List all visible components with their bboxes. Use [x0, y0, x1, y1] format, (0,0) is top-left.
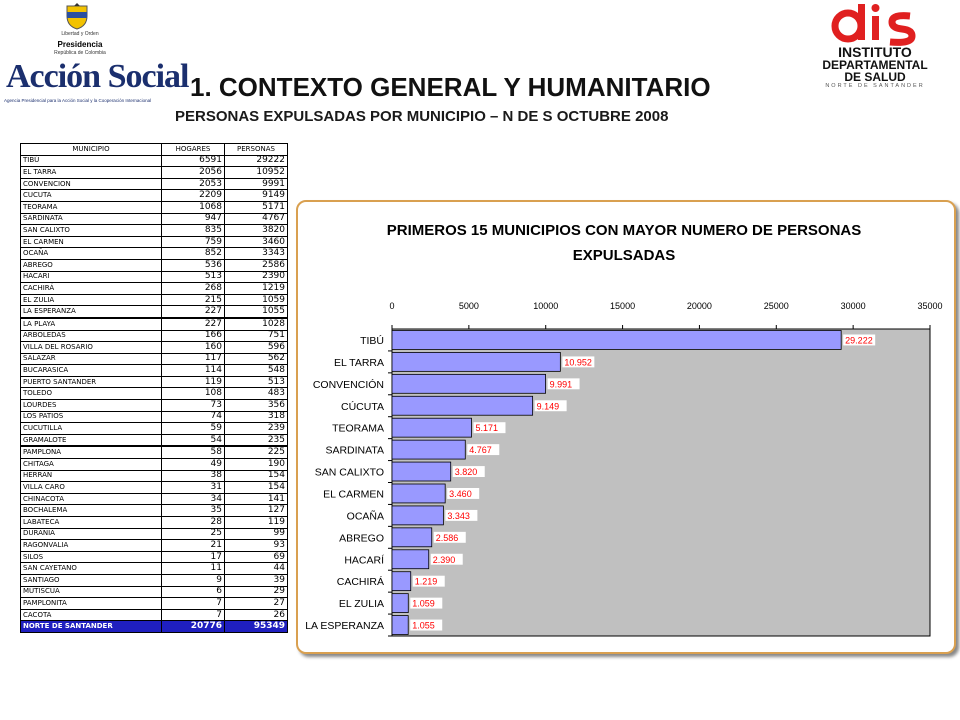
y-category-label: EL ZULIA: [338, 598, 384, 611]
data-label: 29.222: [845, 335, 873, 346]
cell-hogares: 108: [162, 388, 225, 400]
cell-personas: 95349: [225, 621, 288, 633]
table-row: [21, 482, 288, 494]
cell-hogares: 117: [162, 353, 225, 365]
cell-personas: 154: [225, 470, 288, 482]
cell-personas: 3460: [225, 236, 288, 248]
x-tick-label: 25000: [763, 301, 789, 311]
y-category-label: TIBÚ: [360, 334, 384, 347]
table-row: [21, 342, 288, 354]
cell-hogares: 54: [162, 434, 225, 446]
bar: [392, 396, 533, 415]
cell-municipio: BOCHALEMA: [21, 505, 162, 517]
cell-hogares: 759: [162, 236, 225, 248]
municipality-table: [20, 143, 288, 633]
cell-municipio: CONVENCION: [21, 178, 162, 190]
cell-hogares: 17: [162, 551, 225, 563]
y-category-label: CONVENCIÓN: [312, 378, 384, 391]
cell-hogares: 160: [162, 342, 225, 354]
cell-municipio: MUTISCUA: [21, 586, 162, 598]
y-category-label: TEORAMA: [332, 422, 384, 435]
logo-presidency: Presidencia: [57, 40, 103, 49]
cell-municipio: CACHIRÁ: [21, 283, 162, 295]
cell-personas: 1055: [225, 306, 288, 318]
cell-municipio: SANTIAGO: [21, 574, 162, 586]
cell-personas: 10952: [225, 167, 288, 179]
cell-municipio: SAN CAYETANO: [21, 563, 162, 575]
cell-municipio: RAGONVALIA: [21, 540, 162, 552]
cell-municipio: LABATECA: [21, 517, 162, 529]
cell-hogares: 7: [162, 598, 225, 610]
table-row: [21, 551, 288, 563]
x-tick-label: 20000: [686, 301, 712, 311]
cell-municipio: PAMPLONITA: [21, 598, 162, 610]
cell-hogares: 34: [162, 493, 225, 505]
accion-social-logo: [0, 0, 189, 110]
table-row: [21, 365, 288, 377]
cell-personas: 3343: [225, 248, 288, 260]
data-label: 9.991: [549, 379, 573, 390]
y-category-label: EL TARRA: [334, 356, 384, 369]
data-label: 3.460: [449, 488, 472, 499]
table-row: [21, 248, 288, 260]
bar-chart: [298, 202, 954, 652]
cell-hogares: 2056: [162, 167, 225, 179]
cell-personas: 127: [225, 505, 288, 517]
ids-emblem-icon: [830, 2, 920, 46]
cell-hogares: 58: [162, 446, 225, 458]
cell-personas: 141: [225, 493, 288, 505]
cell-personas: 4767: [225, 213, 288, 225]
bar: [392, 331, 841, 350]
cell-hogares: 35: [162, 505, 225, 517]
cell-hogares: 268: [162, 283, 225, 295]
cell-municipio: TIBÚ: [21, 155, 162, 167]
cell-hogares: 7: [162, 609, 225, 621]
cell-hogares: 215: [162, 294, 225, 306]
table-row: [21, 586, 288, 598]
cell-hogares: 6: [162, 586, 225, 598]
ids-line-2: DEPARTAMENTAL: [822, 58, 928, 72]
cell-hogares: 74: [162, 411, 225, 423]
ids-line-1: INSTITUTO: [838, 44, 912, 60]
cell-municipio: SAN CALIXTO: [21, 225, 162, 237]
cell-municipio: CHITAGA: [21, 459, 162, 471]
cell-municipio: DURANIA: [21, 528, 162, 540]
cell-personas: 9991: [225, 178, 288, 190]
logo-tagline: Agencia Presidencial para la Acción Social y la Cooperación Internacional: [4, 98, 152, 103]
cell-hogares: 2053: [162, 178, 225, 190]
data-label: 1.055: [412, 620, 435, 631]
cell-personas: 548: [225, 365, 288, 377]
table-row: [21, 201, 288, 213]
cell-hogares: 852: [162, 248, 225, 260]
data-label: 2.390: [432, 554, 456, 565]
bar: [392, 462, 451, 481]
cell-personas: 1219: [225, 283, 288, 295]
logo-brand: Acción Social: [6, 58, 189, 95]
cell-personas: 27: [225, 598, 288, 610]
cell-municipio: SILOS: [21, 551, 162, 563]
data-label: 9.149: [536, 401, 560, 412]
cell-hogares: 31: [162, 482, 225, 494]
table-total-row: [21, 621, 288, 633]
table-row: [21, 517, 288, 529]
cell-municipio: HACARI: [21, 271, 162, 283]
logo-motto: Libertad y Orden: [61, 31, 99, 37]
cell-municipio: OCAÑA: [21, 248, 162, 260]
x-tick-label: 5000: [458, 301, 479, 311]
table-row: [21, 459, 288, 471]
cell-hogares: 21: [162, 540, 225, 552]
cell-personas: 99: [225, 528, 288, 540]
y-category-label: LA ESPERANZA: [305, 620, 384, 633]
table-row: [21, 271, 288, 283]
cell-municipio: EL CARMEN: [21, 236, 162, 248]
cell-municipio: CACOTA: [21, 609, 162, 621]
cell-personas: 239: [225, 423, 288, 435]
cell-municipio: TEORAMA: [21, 201, 162, 213]
cell-municipio: VILLA CARO: [21, 482, 162, 494]
cell-hogares: 38: [162, 470, 225, 482]
table-row: [21, 178, 288, 190]
table-row: [21, 400, 288, 412]
cell-hogares: 2209: [162, 190, 225, 202]
cell-personas: 26: [225, 609, 288, 621]
coat-of-arms-icon: [64, 2, 90, 30]
cell-municipio: LOS PATIOS: [21, 411, 162, 423]
data-label: 3.343: [447, 510, 470, 521]
cell-personas: 235: [225, 434, 288, 446]
cell-personas: 1028: [225, 318, 288, 330]
cell-municipio: VILLA DEL ROSARIO: [21, 342, 162, 354]
x-tick-label: 35000: [917, 301, 943, 311]
table-row: [21, 540, 288, 552]
bar: [392, 352, 560, 371]
cell-personas: 44: [225, 563, 288, 575]
cell-municipio: PAMPLONA: [21, 446, 162, 458]
table-row: [21, 598, 288, 610]
table-row: [21, 470, 288, 482]
table-row: [21, 505, 288, 517]
data-label: 1.059: [412, 598, 435, 609]
data-label: 3.820: [454, 467, 478, 478]
cell-personas: 190: [225, 459, 288, 471]
cell-hogares: HOGARES: [162, 144, 225, 156]
cell-municipio: TOLEDO: [21, 388, 162, 400]
table-row: [21, 294, 288, 306]
table-row: [21, 423, 288, 435]
cell-personas: 119: [225, 517, 288, 529]
cell-municipio: EL ZULIA: [21, 294, 162, 306]
bar: [392, 528, 432, 547]
data-label: 10.952: [564, 357, 592, 368]
table-row: [21, 318, 288, 330]
cell-municipio: ARBOLEDAS: [21, 330, 162, 342]
x-tick-label: 0: [389, 301, 395, 311]
table-row: [21, 411, 288, 423]
cell-municipio: PUERTO SANTANDER: [21, 376, 162, 388]
cell-personas: 69: [225, 551, 288, 563]
cell-hogares: 166: [162, 330, 225, 342]
bar: [392, 550, 429, 569]
cell-hogares: 1068: [162, 201, 225, 213]
ids-line-3: DE SALUD: [844, 70, 906, 84]
cell-hogares: 9: [162, 574, 225, 586]
bar: [392, 418, 471, 437]
chart-title-line: EXPULSADAS: [572, 247, 676, 264]
cell-hogares: 536: [162, 259, 225, 271]
y-category-label: HACARÍ: [344, 554, 384, 567]
cell-hogares: 28: [162, 517, 225, 529]
cell-hogares: 73: [162, 400, 225, 412]
x-tick-label: 30000: [840, 301, 866, 311]
cell-personas: 751: [225, 330, 288, 342]
cell-hogares: 513: [162, 271, 225, 283]
table-row: [21, 225, 288, 237]
cell-municipio: CHINACOTA: [21, 493, 162, 505]
bar: [392, 572, 411, 591]
cell-municipio: LA PLAYA: [21, 318, 162, 330]
cell-municipio: GRAMALOTE: [21, 434, 162, 446]
table-row: [21, 213, 288, 225]
table-row: [21, 353, 288, 365]
cell-personas: 29222: [225, 155, 288, 167]
data-label: 2.586: [435, 532, 459, 543]
cell-municipio: ABREGO: [21, 259, 162, 271]
table-row: [21, 388, 288, 400]
table-header-row: [21, 144, 288, 156]
table-row: [21, 446, 288, 458]
table-row: [21, 236, 288, 248]
cell-municipio: NORTE DE SANTANDER: [21, 621, 162, 633]
y-category-label: SARDINATA: [325, 444, 384, 457]
ids-logo: [790, 0, 960, 100]
cell-personas: 318: [225, 411, 288, 423]
y-category-label: EL CARMEN: [323, 488, 384, 501]
cell-municipio: EL TARRA: [21, 167, 162, 179]
cell-personas: 9149: [225, 190, 288, 202]
data-label: 4.767: [469, 445, 492, 456]
cell-personas: 3820: [225, 225, 288, 237]
cell-hogares: 20776: [162, 621, 225, 633]
y-category-label: CACHIRÁ: [336, 576, 384, 589]
table-row: [21, 434, 288, 446]
logo-republic: República de Colombia: [54, 50, 106, 56]
page-subtitle: PERSONAS EXPULSADAS POR MUNICIPIO – N DE S OCTUBRE 2008: [175, 108, 669, 125]
table-row: [21, 493, 288, 505]
table-row: [21, 283, 288, 295]
cell-personas: 29: [225, 586, 288, 598]
page-title: 1. CONTEXTO GENERAL Y HUMANITARIO: [190, 72, 711, 102]
table-row: [21, 609, 288, 621]
y-category-label: SAN CALIXTO: [314, 466, 384, 479]
y-category-label: OCAÑA: [346, 510, 384, 523]
cell-hogares: 227: [162, 306, 225, 318]
table-row: [21, 167, 288, 179]
y-category-label: ABREGO: [339, 532, 384, 545]
cell-hogares: 59: [162, 423, 225, 435]
cell-hogares: 835: [162, 225, 225, 237]
x-tick-label: 10000: [533, 301, 559, 311]
table-row: [21, 563, 288, 575]
cell-personas: 1059: [225, 294, 288, 306]
cell-hogares: 49: [162, 459, 225, 471]
cell-municipio: CUCUTA: [21, 190, 162, 202]
data-label: 5.171: [475, 423, 499, 434]
cell-personas: 225: [225, 446, 288, 458]
cell-personas: 513: [225, 376, 288, 388]
cell-hogares: 227: [162, 318, 225, 330]
y-category-label: CÚCUTA: [341, 400, 384, 413]
cell-municipio: LOURDES: [21, 400, 162, 412]
table-row: [21, 190, 288, 202]
table-row: [21, 574, 288, 586]
cell-personas: PERSONAS: [225, 144, 288, 156]
cell-hogares: 114: [162, 365, 225, 377]
cell-personas: 2390: [225, 271, 288, 283]
cell-municipio: BUCARASICA: [21, 365, 162, 377]
table-row: [21, 259, 288, 271]
cell-personas: 93: [225, 540, 288, 552]
bar: [392, 616, 408, 635]
table-body: [21, 144, 288, 633]
cell-hogares: 25: [162, 528, 225, 540]
cell-personas: 39: [225, 574, 288, 586]
cell-municipio: HERRAN: [21, 470, 162, 482]
bar: [392, 506, 443, 525]
table-row: [21, 376, 288, 388]
cell-municipio: CUCUTILLA: [21, 423, 162, 435]
cell-municipio: LA ESPERANZA: [21, 306, 162, 318]
table-row: [21, 306, 288, 318]
cell-hogares: 947: [162, 213, 225, 225]
cell-personas: 2586: [225, 259, 288, 271]
cell-personas: 356: [225, 400, 288, 412]
cell-hogares: 119: [162, 376, 225, 388]
cell-personas: 5171: [225, 201, 288, 213]
bar: [392, 374, 546, 393]
cell-personas: 154: [225, 482, 288, 494]
cell-personas: 596: [225, 342, 288, 354]
table-row: [21, 155, 288, 167]
data-label: 1.219: [414, 576, 438, 587]
cell-municipio: MUNICIPIO: [21, 144, 162, 156]
cell-hogares: 6591: [162, 155, 225, 167]
chart-title-line: PRIMEROS 15 MUNICIPIOS CON MAYOR NUMERO DE PERSONAS: [386, 222, 862, 239]
bar: [392, 484, 445, 503]
cell-hogares: 11: [162, 563, 225, 575]
cell-personas: 483: [225, 388, 288, 400]
chart-panel: [296, 200, 956, 654]
cell-personas: 562: [225, 353, 288, 365]
cell-municipio: SALAZAR: [21, 353, 162, 365]
cell-municipio: SARDINATA: [21, 213, 162, 225]
x-tick-label: 15000: [610, 301, 636, 311]
table-row: [21, 330, 288, 342]
bar: [392, 594, 408, 613]
ids-line-4: NORTE DE SANTANDER: [825, 83, 925, 89]
table-row: [21, 528, 288, 540]
bar: [392, 440, 465, 459]
